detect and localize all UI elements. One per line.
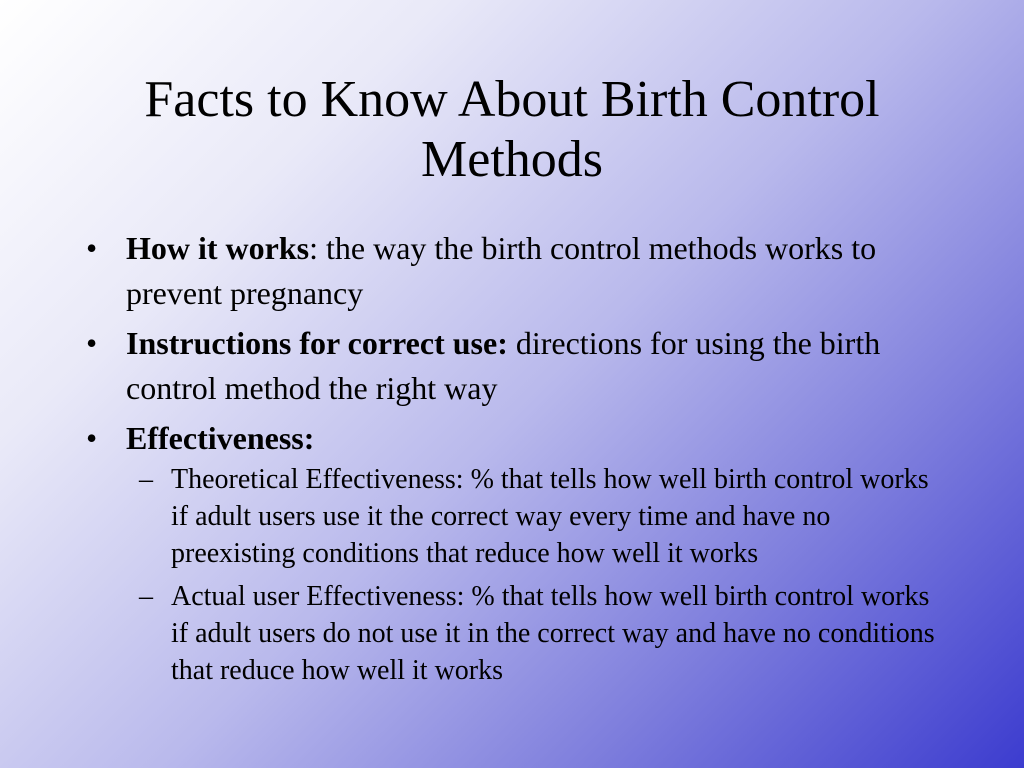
bullet-list bbox=[86, 226, 946, 695]
bullet-text: directions for using the birth control method the right way bbox=[126, 325, 881, 406]
bullet-term: Instructions for correct use: bbox=[126, 325, 508, 361]
bullet-instructions bbox=[86, 321, 946, 411]
sub-bullet-text: Theoretical Effectiveness: % that tells how well birth control works if adult users use it the correct way every time and have no preexisting conditions that reduce how well it works bbox=[171, 464, 929, 569]
sub-bullet-theoretical bbox=[126, 461, 946, 572]
sub-bullet-marker: – bbox=[139, 581, 153, 612]
bullet-effectiveness bbox=[86, 416, 946, 689]
bullet-term: How it works bbox=[126, 230, 310, 266]
bullet-marker: • bbox=[86, 325, 98, 361]
bullet-marker: • bbox=[86, 420, 98, 456]
sub-bullet-text: Actual user Effectiveness: % that tells how well birth control works if adult users do not use it in the correct way and have no conditions that reduce how well it works bbox=[171, 581, 935, 686]
bullet-text: the way the birth control methods works to prevent pregnancy bbox=[126, 230, 877, 311]
sub-bullet-list bbox=[126, 461, 946, 689]
bullet-separator: : bbox=[309, 230, 326, 266]
sub-bullet-actual bbox=[126, 578, 946, 689]
bullet-marker: • bbox=[86, 230, 98, 266]
slide-title: Facts to Know About Birth Control Methods bbox=[144, 71, 880, 188]
bullet-separator bbox=[508, 325, 516, 361]
sub-bullet-marker: – bbox=[139, 464, 153, 495]
bullet-how-it-works bbox=[86, 226, 946, 316]
bullet-term: Effectiveness: bbox=[126, 420, 315, 456]
